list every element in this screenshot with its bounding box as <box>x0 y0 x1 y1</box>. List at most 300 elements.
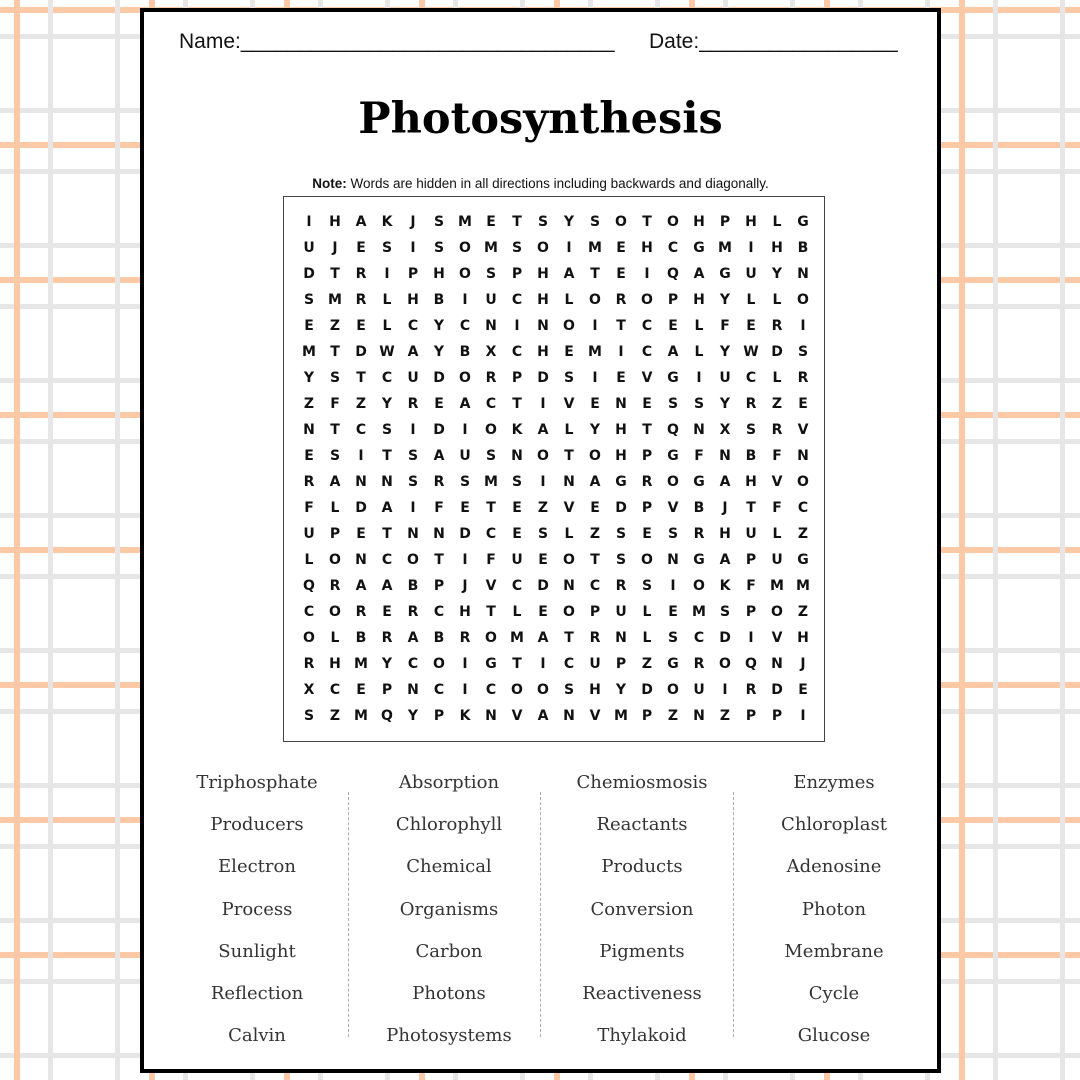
grid-letter[interactable]: T <box>642 422 652 438</box>
grid-letter[interactable]: O <box>459 266 471 282</box>
grid-letter[interactable]: N <box>407 526 419 542</box>
grid-letter[interactable]: H <box>433 266 445 282</box>
grid-letter[interactable]: I <box>462 552 468 568</box>
grid-letter[interactable]: H <box>537 266 549 282</box>
grid-letter[interactable]: R <box>407 396 419 412</box>
grid-letter[interactable]: T <box>746 500 756 516</box>
grid-letter[interactable]: E <box>668 318 678 334</box>
grid-letter[interactable]: D <box>641 682 653 698</box>
grid-letter[interactable]: T <box>356 370 366 386</box>
grid-letter[interactable]: R <box>589 630 601 646</box>
grid-letter[interactable]: O <box>329 552 341 568</box>
grid-letter[interactable]: B <box>433 292 445 308</box>
grid-letter[interactable]: S <box>303 292 315 308</box>
grid-letter[interactable]: E <box>538 552 548 568</box>
grid-letter[interactable]: M <box>354 708 368 724</box>
grid-letter[interactable]: R <box>303 656 315 672</box>
grid-letter[interactable]: M <box>692 604 706 620</box>
grid-letter[interactable]: T <box>564 448 574 464</box>
grid-letter[interactable]: O <box>303 630 315 646</box>
grid-letter[interactable]: I <box>722 682 728 698</box>
grid-letter[interactable]: E <box>538 604 548 620</box>
grid-letter[interactable]: S <box>329 448 341 464</box>
grid-letter[interactable]: Q <box>303 578 315 594</box>
grid-letter[interactable]: Y <box>719 396 731 412</box>
grid-letter[interactable]: H <box>589 682 601 698</box>
grid-letter[interactable]: H <box>719 526 731 542</box>
grid-letter[interactable]: N <box>719 448 731 464</box>
grid-letter[interactable]: E <box>356 318 366 334</box>
grid-letter[interactable]: I <box>696 370 702 386</box>
grid-letter[interactable]: A <box>355 578 367 594</box>
grid-letter[interactable]: J <box>332 240 338 256</box>
grid-letter[interactable]: T <box>590 266 600 282</box>
grid-letter[interactable]: O <box>563 318 575 334</box>
grid-letter[interactable]: G <box>797 552 809 568</box>
grid-letter[interactable]: P <box>667 292 679 308</box>
grid-letter[interactable]: S <box>719 604 731 620</box>
grid-letter[interactable]: E <box>356 240 366 256</box>
grid-letter[interactable]: M <box>354 656 368 672</box>
grid-letter[interactable]: T <box>382 448 392 464</box>
grid-letter[interactable]: E <box>642 526 652 542</box>
grid-letter[interactable]: I <box>410 422 416 438</box>
grid-letter[interactable]: N <box>771 656 783 672</box>
grid-letter[interactable]: E <box>616 266 626 282</box>
grid-letter[interactable]: S <box>589 214 601 230</box>
grid-letter[interactable]: E <box>304 448 314 464</box>
grid-letter[interactable]: Y <box>407 708 419 724</box>
grid-letter[interactable]: E <box>512 500 522 516</box>
grid-letter[interactable]: L <box>694 344 704 360</box>
grid-letter[interactable]: C <box>459 318 471 334</box>
grid-letter[interactable]: Z <box>329 318 341 334</box>
grid-letter[interactable]: T <box>512 656 522 672</box>
grid-letter[interactable]: C <box>381 370 393 386</box>
grid-letter[interactable]: O <box>433 656 445 672</box>
grid-letter[interactable]: Z <box>667 708 679 724</box>
grid-letter[interactable]: O <box>537 448 549 464</box>
grid-letter[interactable]: W <box>743 344 759 360</box>
grid-letter[interactable]: N <box>615 630 627 646</box>
grid-letter[interactable]: L <box>382 318 392 334</box>
grid-letter[interactable]: S <box>381 240 393 256</box>
grid-letter[interactable]: D <box>719 630 731 646</box>
grid-letter[interactable]: O <box>589 292 601 308</box>
grid-letter[interactable]: D <box>433 422 445 438</box>
grid-letter[interactable]: S <box>563 682 575 698</box>
grid-letter[interactable]: F <box>720 318 730 334</box>
grid-letter[interactable]: T <box>616 318 626 334</box>
grid-letter[interactable]: I <box>462 422 468 438</box>
grid-letter[interactable]: L <box>512 604 522 620</box>
grid-letter[interactable]: L <box>382 292 392 308</box>
grid-letter[interactable]: I <box>748 240 754 256</box>
grid-letter[interactable]: L <box>564 292 574 308</box>
grid-letter[interactable]: Y <box>771 266 783 282</box>
grid-letter[interactable]: V <box>511 708 523 724</box>
grid-letter[interactable]: E <box>434 396 444 412</box>
grid-letter[interactable]: T <box>434 552 444 568</box>
grid-letter[interactable]: I <box>410 500 416 516</box>
grid-letter[interactable]: E <box>798 682 808 698</box>
grid-letter[interactable]: T <box>330 344 340 360</box>
grid-letter[interactable]: H <box>537 344 549 360</box>
grid-letter[interactable]: Y <box>563 214 575 230</box>
grid-letter[interactable]: R <box>693 526 705 542</box>
grid-letter[interactable]: C <box>381 552 393 568</box>
grid-letter[interactable]: G <box>719 266 731 282</box>
grid-letter[interactable]: N <box>537 318 549 334</box>
grid-letter[interactable]: J <box>800 656 806 672</box>
grid-letter[interactable]: M <box>484 240 498 256</box>
grid-letter[interactable]: K <box>719 578 731 594</box>
grid-letter[interactable]: S <box>329 370 341 386</box>
grid-letter[interactable]: V <box>797 422 809 438</box>
grid-letter[interactable]: M <box>484 474 498 490</box>
grid-letter[interactable]: N <box>485 708 497 724</box>
grid-letter[interactable]: B <box>797 240 809 256</box>
grid-letter[interactable]: P <box>615 656 627 672</box>
grid-letter[interactable]: F <box>304 500 314 516</box>
grid-letter[interactable]: P <box>329 526 341 542</box>
grid-letter[interactable]: O <box>589 448 601 464</box>
grid-letter[interactable]: B <box>693 500 705 516</box>
grid-letter[interactable]: Z <box>329 708 341 724</box>
grid-letter[interactable]: E <box>590 500 600 516</box>
grid-letter[interactable]: Y <box>719 292 731 308</box>
grid-letter[interactable]: O <box>615 214 627 230</box>
grid-letter[interactable]: B <box>459 344 471 360</box>
grid-letter[interactable]: K <box>511 422 523 438</box>
grid-letter[interactable]: S <box>693 396 705 412</box>
grid-letter[interactable]: R <box>641 474 653 490</box>
grid-letter[interactable]: D <box>771 344 783 360</box>
grid-letter[interactable]: N <box>407 682 419 698</box>
grid-letter[interactable]: B <box>745 448 757 464</box>
grid-letter[interactable]: Z <box>303 396 315 412</box>
grid-letter[interactable]: I <box>800 318 806 334</box>
grid-letter[interactable]: G <box>693 240 705 256</box>
grid-letter[interactable]: L <box>330 630 340 646</box>
grid-letter[interactable]: E <box>382 604 392 620</box>
grid-letter[interactable]: L <box>772 526 782 542</box>
grid-letter[interactable]: C <box>589 578 601 594</box>
grid-letter[interactable]: D <box>615 500 627 516</box>
grid-letter[interactable]: M <box>588 344 602 360</box>
grid-letter[interactable]: R <box>407 604 419 620</box>
grid-letter[interactable]: R <box>355 266 367 282</box>
grid-letter[interactable]: U <box>303 240 315 256</box>
grid-letter[interactable]: G <box>797 214 809 230</box>
grid-letter[interactable]: L <box>304 552 314 568</box>
grid-letter[interactable]: I <box>748 630 754 646</box>
grid-letter[interactable]: U <box>303 526 315 542</box>
grid-letter[interactable]: U <box>745 526 757 542</box>
grid-letter[interactable]: E <box>356 682 366 698</box>
grid-letter[interactable]: R <box>771 318 783 334</box>
grid-letter[interactable]: I <box>462 292 468 308</box>
grid-letter[interactable]: I <box>670 578 676 594</box>
grid-letter[interactable]: R <box>433 474 445 490</box>
grid-letter[interactable]: C <box>745 370 757 386</box>
grid-letter[interactable]: J <box>462 578 468 594</box>
grid-letter[interactable]: M <box>770 578 784 594</box>
grid-letter[interactable]: O <box>719 656 731 672</box>
grid-letter[interactable]: A <box>563 266 575 282</box>
grid-letter[interactable]: T <box>590 552 600 568</box>
grid-letter[interactable]: U <box>407 370 419 386</box>
grid-letter[interactable]: K <box>459 708 471 724</box>
grid-letter[interactable]: O <box>641 552 653 568</box>
grid-letter[interactable]: A <box>433 448 445 464</box>
grid-letter[interactable]: M <box>302 344 316 360</box>
grid-letter[interactable]: I <box>566 240 572 256</box>
grid-letter[interactable]: D <box>771 682 783 698</box>
grid-letter[interactable]: O <box>667 214 679 230</box>
grid-letter[interactable]: M <box>510 630 524 646</box>
grid-letter[interactable]: O <box>485 630 497 646</box>
grid-letter[interactable]: I <box>644 266 650 282</box>
grid-letter[interactable]: C <box>433 604 445 620</box>
grid-letter[interactable]: E <box>616 240 626 256</box>
grid-letter[interactable]: S <box>459 474 471 490</box>
grid-letter[interactable]: L <box>642 630 652 646</box>
grid-letter[interactable]: S <box>667 630 679 646</box>
grid-letter[interactable]: O <box>485 422 497 438</box>
grid-letter[interactable]: D <box>355 500 367 516</box>
grid-letter[interactable]: R <box>381 630 393 646</box>
grid-letter[interactable]: I <box>540 474 546 490</box>
grid-letter[interactable]: I <box>384 266 390 282</box>
grid-letter[interactable]: M <box>718 240 732 256</box>
grid-letter[interactable]: A <box>355 214 367 230</box>
grid-letter[interactable]: U <box>615 604 627 620</box>
grid-letter[interactable]: N <box>693 422 705 438</box>
grid-letter[interactable]: S <box>511 240 523 256</box>
grid-letter[interactable]: A <box>719 552 731 568</box>
grid-letter[interactable]: U <box>589 656 601 672</box>
grid-letter[interactable]: S <box>797 344 809 360</box>
grid-letter[interactable]: O <box>511 682 523 698</box>
grid-letter[interactable]: H <box>745 474 757 490</box>
grid-letter[interactable]: A <box>719 474 731 490</box>
grid-letter[interactable]: N <box>667 552 679 568</box>
grid-letter[interactable]: X <box>719 422 731 438</box>
grid-letter[interactable]: R <box>797 370 809 386</box>
grid-letter[interactable]: E <box>616 370 626 386</box>
grid-letter[interactable]: T <box>512 396 522 412</box>
grid-letter[interactable]: H <box>693 292 705 308</box>
grid-letter[interactable]: S <box>303 708 315 724</box>
grid-letter[interactable]: R <box>485 370 497 386</box>
grid-letter[interactable]: O <box>459 240 471 256</box>
grid-letter[interactable]: P <box>719 214 731 230</box>
grid-letter[interactable]: P <box>381 682 393 698</box>
grid-letter[interactable]: J <box>410 214 416 230</box>
grid-letter[interactable]: I <box>540 656 546 672</box>
grid-letter[interactable]: P <box>745 708 757 724</box>
grid-letter[interactable]: E <box>590 396 600 412</box>
grid-letter[interactable]: T <box>512 214 522 230</box>
grid-letter[interactable]: I <box>410 240 416 256</box>
grid-letter[interactable]: T <box>486 500 496 516</box>
grid-letter[interactable]: C <box>407 656 419 672</box>
grid-letter[interactable]: E <box>564 344 574 360</box>
grid-letter[interactable]: L <box>772 292 782 308</box>
grid-letter[interactable]: Y <box>381 396 393 412</box>
grid-letter[interactable]: C <box>563 656 575 672</box>
grid-letter[interactable]: N <box>355 552 367 568</box>
grid-letter[interactable]: C <box>797 500 809 516</box>
grid-letter[interactable]: Z <box>771 396 783 412</box>
grid-letter[interactable]: A <box>693 266 705 282</box>
grid-letter[interactable]: R <box>693 656 705 672</box>
grid-letter[interactable]: S <box>537 214 549 230</box>
grid-letter[interactable]: F <box>772 448 782 464</box>
grid-letter[interactable]: G <box>693 474 705 490</box>
grid-letter[interactable]: G <box>485 656 497 672</box>
grid-letter[interactable]: M <box>614 708 628 724</box>
grid-letter[interactable]: Z <box>797 604 809 620</box>
grid-letter[interactable]: D <box>459 526 471 542</box>
grid-letter[interactable]: T <box>330 266 340 282</box>
grid-letter[interactable]: R <box>771 422 783 438</box>
grid-letter[interactable]: A <box>381 578 393 594</box>
grid-letter[interactable]: C <box>511 292 523 308</box>
grid-letter[interactable]: C <box>355 422 367 438</box>
grid-letter[interactable]: V <box>485 578 497 594</box>
grid-letter[interactable]: I <box>306 214 312 230</box>
grid-letter[interactable]: O <box>667 474 679 490</box>
grid-letter[interactable]: I <box>618 344 624 360</box>
grid-letter[interactable]: O <box>459 370 471 386</box>
grid-letter[interactable]: S <box>641 578 653 594</box>
grid-letter[interactable]: I <box>592 370 598 386</box>
grid-letter[interactable]: N <box>797 448 809 464</box>
grid-letter[interactable]: R <box>615 578 627 594</box>
grid-letter[interactable]: L <box>772 370 782 386</box>
grid-letter[interactable]: F <box>434 500 444 516</box>
grid-letter[interactable]: P <box>511 266 523 282</box>
grid-letter[interactable]: Q <box>745 656 757 672</box>
grid-letter[interactable]: D <box>355 344 367 360</box>
grid-letter[interactable]: G <box>667 448 679 464</box>
grid-letter[interactable]: R <box>459 630 471 646</box>
grid-letter[interactable]: L <box>772 214 782 230</box>
grid-letter[interactable]: G <box>667 370 679 386</box>
grid-letter[interactable]: T <box>564 630 574 646</box>
grid-letter[interactable]: H <box>693 214 705 230</box>
grid-letter[interactable]: V <box>589 708 601 724</box>
grid-letter[interactable]: U <box>745 266 757 282</box>
grid-letter[interactable]: C <box>641 344 653 360</box>
grid-letter[interactable]: E <box>486 214 496 230</box>
grid-letter[interactable]: V <box>563 500 575 516</box>
grid-letter[interactable]: S <box>667 396 679 412</box>
grid-letter[interactable]: G <box>693 552 705 568</box>
grid-letter[interactable]: V <box>563 396 575 412</box>
grid-letter[interactable]: P <box>641 448 653 464</box>
grid-letter[interactable]: L <box>746 292 756 308</box>
grid-letter[interactable]: Q <box>667 266 679 282</box>
grid-letter[interactable]: U <box>719 370 731 386</box>
grid-letter[interactable]: N <box>563 474 575 490</box>
grid-letter[interactable]: P <box>433 708 445 724</box>
grid-letter[interactable]: A <box>537 422 549 438</box>
grid-letter[interactable]: O <box>407 552 419 568</box>
grid-letter[interactable]: A <box>407 344 419 360</box>
grid-letter[interactable]: Z <box>797 526 809 542</box>
grid-letter[interactable]: A <box>537 708 549 724</box>
grid-letter[interactable]: A <box>537 630 549 646</box>
grid-letter[interactable]: I <box>358 448 364 464</box>
grid-letter[interactable]: G <box>615 474 627 490</box>
grid-letter[interactable]: H <box>641 240 653 256</box>
grid-letter[interactable]: L <box>564 526 574 542</box>
grid-letter[interactable]: H <box>329 656 341 672</box>
grid-letter[interactable]: Z <box>641 656 653 672</box>
grid-letter[interactable]: O <box>667 682 679 698</box>
grid-letter[interactable]: P <box>745 604 757 620</box>
grid-letter[interactable]: S <box>745 422 757 438</box>
grid-letter[interactable]: P <box>511 370 523 386</box>
grid-letter[interactable]: O <box>329 604 341 620</box>
grid-letter[interactable]: R <box>303 474 315 490</box>
grid-letter[interactable]: Y <box>719 344 731 360</box>
grid-letter[interactable]: L <box>642 604 652 620</box>
grid-letter[interactable]: R <box>745 396 757 412</box>
grid-letter[interactable]: C <box>693 630 705 646</box>
grid-letter[interactable]: T <box>486 604 496 620</box>
grid-letter[interactable]: B <box>407 578 419 594</box>
grid-letter[interactable]: C <box>407 318 419 334</box>
grid-letter[interactable]: E <box>798 396 808 412</box>
grid-letter[interactable]: C <box>433 682 445 698</box>
grid-letter[interactable]: L <box>694 318 704 334</box>
grid-letter[interactable]: S <box>615 526 627 542</box>
grid-letter[interactable]: R <box>745 682 757 698</box>
grid-letter[interactable]: N <box>615 396 627 412</box>
grid-letter[interactable]: F <box>746 578 756 594</box>
grid-letter[interactable]: Y <box>615 682 627 698</box>
grid-letter[interactable]: H <box>407 292 419 308</box>
grid-letter[interactable]: N <box>303 422 315 438</box>
grid-letter[interactable]: I <box>800 708 806 724</box>
grid-letter[interactable]: M <box>796 578 810 594</box>
grid-letter[interactable]: C <box>511 344 523 360</box>
grid-letter[interactable]: N <box>563 708 575 724</box>
grid-letter[interactable]: C <box>303 604 315 620</box>
grid-letter[interactable]: V <box>641 370 653 386</box>
grid-letter[interactable]: F <box>694 448 704 464</box>
grid-letter[interactable]: M <box>328 292 342 308</box>
grid-letter[interactable]: R <box>355 292 367 308</box>
grid-letter[interactable]: S <box>485 448 497 464</box>
grid-letter[interactable]: H <box>771 240 783 256</box>
grid-letter[interactable]: E <box>460 500 470 516</box>
grid-letter[interactable]: D <box>433 370 445 386</box>
grid-letter[interactable]: R <box>329 578 341 594</box>
grid-letter[interactable]: Z <box>589 526 601 542</box>
grid-letter[interactable]: K <box>381 214 393 230</box>
grid-letter[interactable]: S <box>563 370 575 386</box>
grid-letter[interactable]: M <box>588 240 602 256</box>
grid-letter[interactable]: I <box>462 682 468 698</box>
grid-letter[interactable]: R <box>355 604 367 620</box>
grid-letter[interactable]: Q <box>381 708 393 724</box>
grid-letter[interactable]: R <box>615 292 627 308</box>
